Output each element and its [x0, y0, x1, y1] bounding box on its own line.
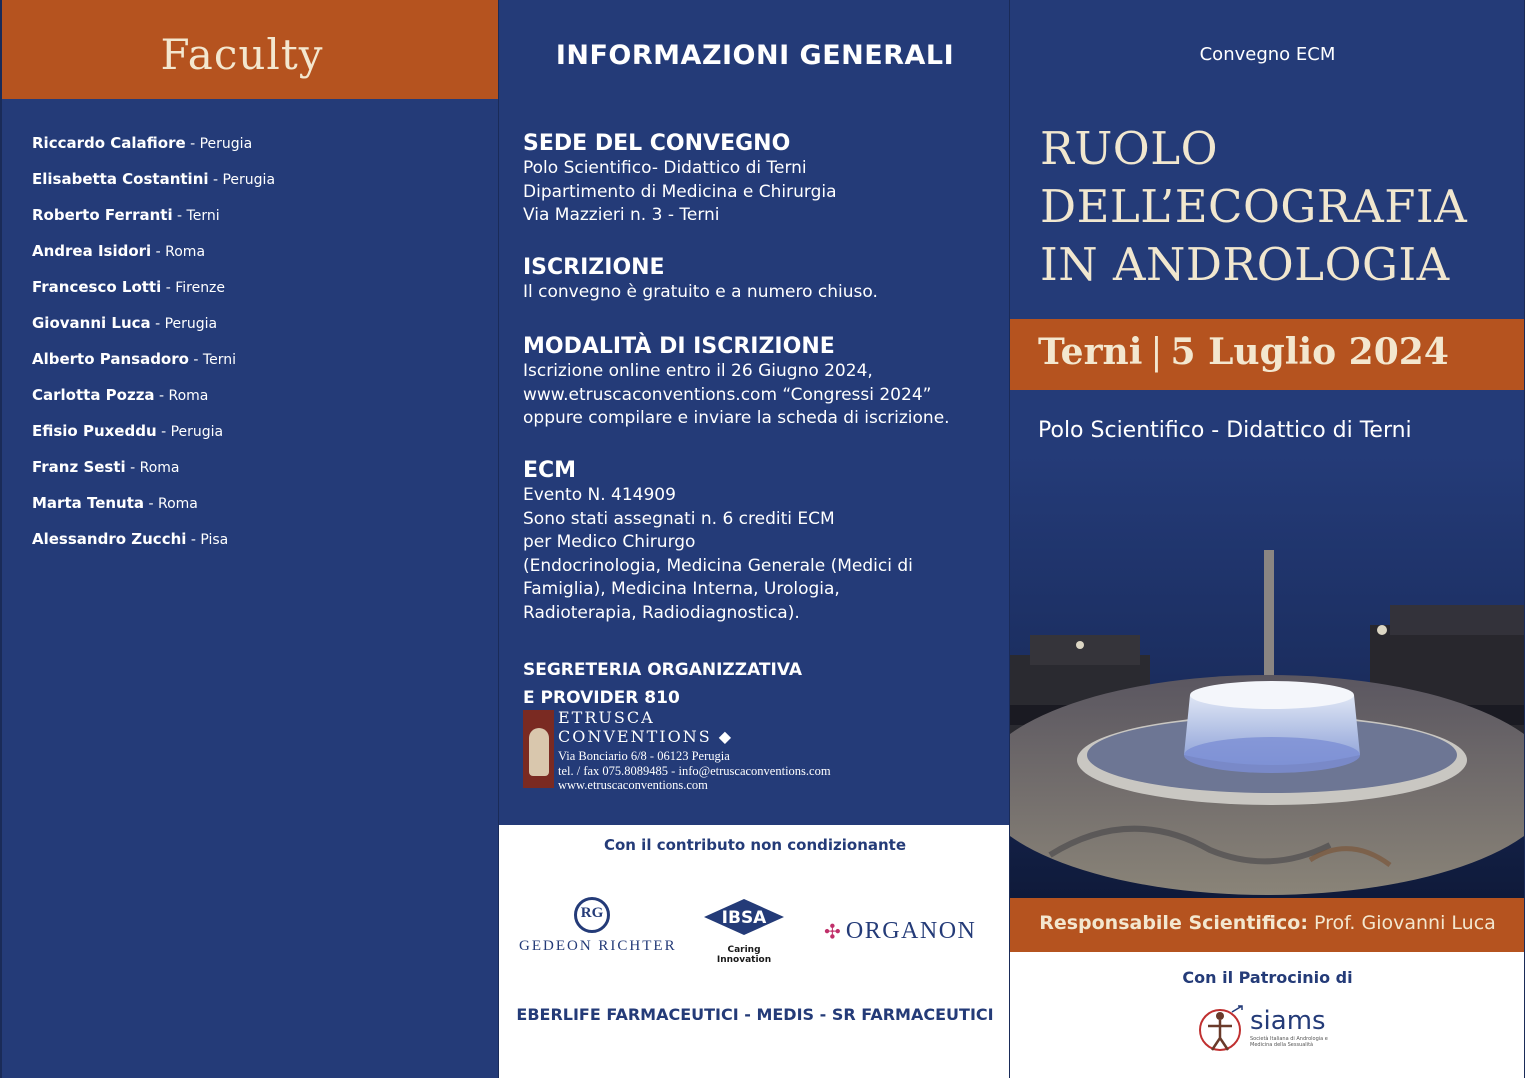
faculty-list: [32, 134, 275, 566]
faculty-member-city: Roma: [157, 496, 198, 512]
svg-text:IBSA: IBSA: [721, 908, 767, 928]
faculty-member-city: Terni: [202, 352, 236, 368]
cover-panel: [1010, 0, 1525, 1078]
iscrizione-heading: ISCRIZIONE: [523, 255, 665, 280]
faculty-member-name: Roberto Ferranti: [32, 206, 173, 224]
faculty-member-separator: -: [151, 244, 166, 260]
ecm-line: per Medico Chirurgo: [523, 532, 696, 552]
ecm-line: Evento N. 414909: [523, 485, 676, 505]
etrusca-contact: tel. / fax 075.8089485 - info@etruscaconventions.com: [558, 764, 831, 778]
iscrizione-line: Il convegno è gratuito e a numero chiuso.: [523, 282, 878, 302]
ecm-section: [523, 458, 913, 625]
faculty-member: [32, 134, 275, 170]
faculty-member: [32, 422, 275, 458]
sede-heading: SEDE DEL CONVEGNO: [523, 131, 791, 156]
date-divider: |: [1150, 332, 1163, 373]
sede-section: [523, 131, 837, 228]
sede-line: Polo Scientifico- Didattico di Terni: [523, 158, 807, 178]
segreteria-heading: [523, 656, 802, 712]
faculty-member: [32, 242, 275, 278]
faculty-member-separator: -: [144, 496, 158, 512]
faculty-member-name: Franz Sesti: [32, 458, 126, 476]
cover-title-line: RUOLO: [1040, 122, 1218, 175]
faculty-member-separator: -: [125, 460, 140, 476]
ecm-line: Radioterapia, Radiodiagnostica).: [523, 602, 800, 623]
faculty-member-separator: -: [185, 136, 200, 152]
ibsa-diamond-icon: [702, 897, 786, 937]
faculty-header: [2, 0, 498, 99]
etrusca-address: Via Bonciario 6/8 - 06123 Perugia: [558, 749, 730, 763]
event-day: 5 Luglio 2024: [1170, 331, 1449, 373]
ibsa-logo: IBSA Caring Innovation: [699, 897, 789, 965]
faculty-member-name: Alberto Pansadoro: [32, 350, 189, 368]
faculty-member-city: Firenze: [175, 280, 226, 296]
gedeon-richter-logo: RG GEDEON RICHTER: [519, 897, 665, 955]
modalita-line: oppure compilare e inviare la scheda di iscrizione.: [523, 408, 950, 428]
faculty-member-city: Perugia: [170, 424, 224, 440]
patrocinio-label: Con il Patrocinio di: [1182, 968, 1353, 987]
faculty-member-city: Pisa: [200, 532, 229, 548]
ecm-line: Famiglia), Medicina Interna, Urologia,: [523, 579, 840, 599]
faculty-member: [32, 170, 275, 206]
etrusca-web[interactable]: www.etruscaconventions.com: [558, 778, 708, 792]
faculty-member-separator: -: [208, 172, 223, 188]
segreteria-line: SEGRETERIA ORGANIZZATIVA: [523, 660, 802, 680]
faculty-member: [32, 386, 275, 422]
siams-emblem-icon: [1198, 1004, 1246, 1054]
faculty-member-name: Carlotta Pozza: [32, 386, 155, 404]
modalita-line: www.etruscaconventions.com “Congressi 2024”: [523, 384, 932, 405]
faculty-member-city: Roma: [168, 388, 209, 404]
faculty-member-separator: -: [150, 316, 165, 332]
faculty-member-city: Terni: [186, 208, 220, 224]
faculty-member-name: Francesco Lotti: [32, 278, 162, 296]
faculty-member-name: Andrea Isidori: [32, 242, 152, 260]
cover-title-line: IN ANDROLOGIA: [1040, 238, 1450, 291]
faculty-member: [32, 350, 275, 386]
faculty-panel: [0, 0, 498, 1078]
event-city: Terni: [1038, 331, 1143, 373]
info-panel: [498, 0, 1010, 1078]
event-date: [1038, 331, 1449, 373]
segreteria-line: E PROVIDER 810: [523, 688, 680, 708]
ecm-line: Sono stati assegnati n. 6 crediti ECM: [523, 508, 835, 529]
iscrizione-section: [523, 255, 878, 305]
organon-cross-icon: ✣: [824, 919, 841, 944]
faculty-member-separator: -: [154, 388, 169, 404]
faculty-member-name: Riccardo Calafiore: [32, 134, 186, 152]
modalita-heading: MODALITÀ DI ISCRIZIONE: [523, 334, 835, 359]
faculty-member: [32, 494, 275, 530]
sponsors-text: EBERLIFE FARMACEUTICI - MEDIS - SR FARMACEUTICI: [516, 1005, 994, 1024]
faculty-member: [32, 314, 275, 350]
responsabile-text: [1010, 912, 1525, 934]
faculty-member-city: Roma: [165, 244, 206, 260]
faculty-member: [32, 458, 275, 494]
cover-title: [1040, 120, 1467, 294]
etrusca-logo-name: ETRUSCA CONVENTIONS ◆: [558, 708, 734, 746]
cover-title-line: DELL’ECOGRAFIA: [1040, 180, 1468, 233]
faculty-member: [32, 206, 275, 242]
faculty-member-city: Roma: [139, 460, 180, 476]
faculty-member-separator: -: [161, 280, 176, 296]
modalita-line: Iscrizione online entro il 26 Giugno 2024,: [523, 361, 873, 381]
fountain-photo: [1010, 455, 1525, 898]
faculty-title: Faculty: [160, 30, 324, 79]
sede-line: Via Mazzieri n. 3 - Terni: [523, 205, 720, 225]
faculty-member-city: Perugia: [222, 172, 276, 188]
etrusca-logo-image: [523, 710, 554, 788]
sponsor-box: [499, 825, 1010, 1078]
faculty-member-separator: -: [188, 352, 203, 368]
faculty-member-separator: -: [172, 208, 187, 224]
sede-line: Dipartimento di Medicina e Chirurgia: [523, 181, 837, 202]
contrib-label: Con il contributo non condizionante: [603, 836, 907, 854]
convegno-label: Convegno ECM: [1199, 44, 1336, 65]
ecm-heading: ECM: [523, 458, 577, 483]
faculty-member-separator: -: [186, 532, 201, 548]
ecm-line: (Endocrinologia, Medicina Generale (Medici di: [523, 555, 913, 576]
faculty-member-name: Efisio Puxeddu: [32, 422, 157, 440]
faculty-member-separator: -: [156, 424, 171, 440]
faculty-member-city: Perugia: [164, 316, 218, 332]
faculty-member-name: Giovanni Luca: [32, 314, 151, 332]
info-title: INFORMAZIONI GENERALI: [555, 40, 955, 71]
responsabile-label: Responsabile Scientifico:: [1039, 912, 1308, 934]
siams-logo: siams Società Italiana di Andrologia e Medicina della Sessualità: [1198, 1004, 1338, 1059]
faculty-member-name: Elisabetta Costantini: [32, 170, 209, 188]
venue-label: Polo Scientifico - Didattico di Terni: [1038, 418, 1412, 443]
date-band: [1010, 319, 1525, 390]
modalita-section: [523, 334, 950, 431]
responsabile-name: Prof. Giovanni Luca: [1307, 912, 1496, 934]
faculty-member: [32, 278, 275, 314]
patrocinio-box: [1010, 952, 1525, 1078]
responsabile-band: [1010, 898, 1525, 952]
gedeon-richter-icon: RG: [574, 897, 610, 933]
faculty-member: [32, 530, 275, 566]
faculty-member-name: Marta Tenuta: [32, 494, 145, 512]
faculty-member-city: Perugia: [199, 136, 253, 152]
faculty-member-name: Alessandro Zucchi: [32, 530, 187, 548]
organon-logo: ✣ ORGANON: [824, 918, 977, 944]
